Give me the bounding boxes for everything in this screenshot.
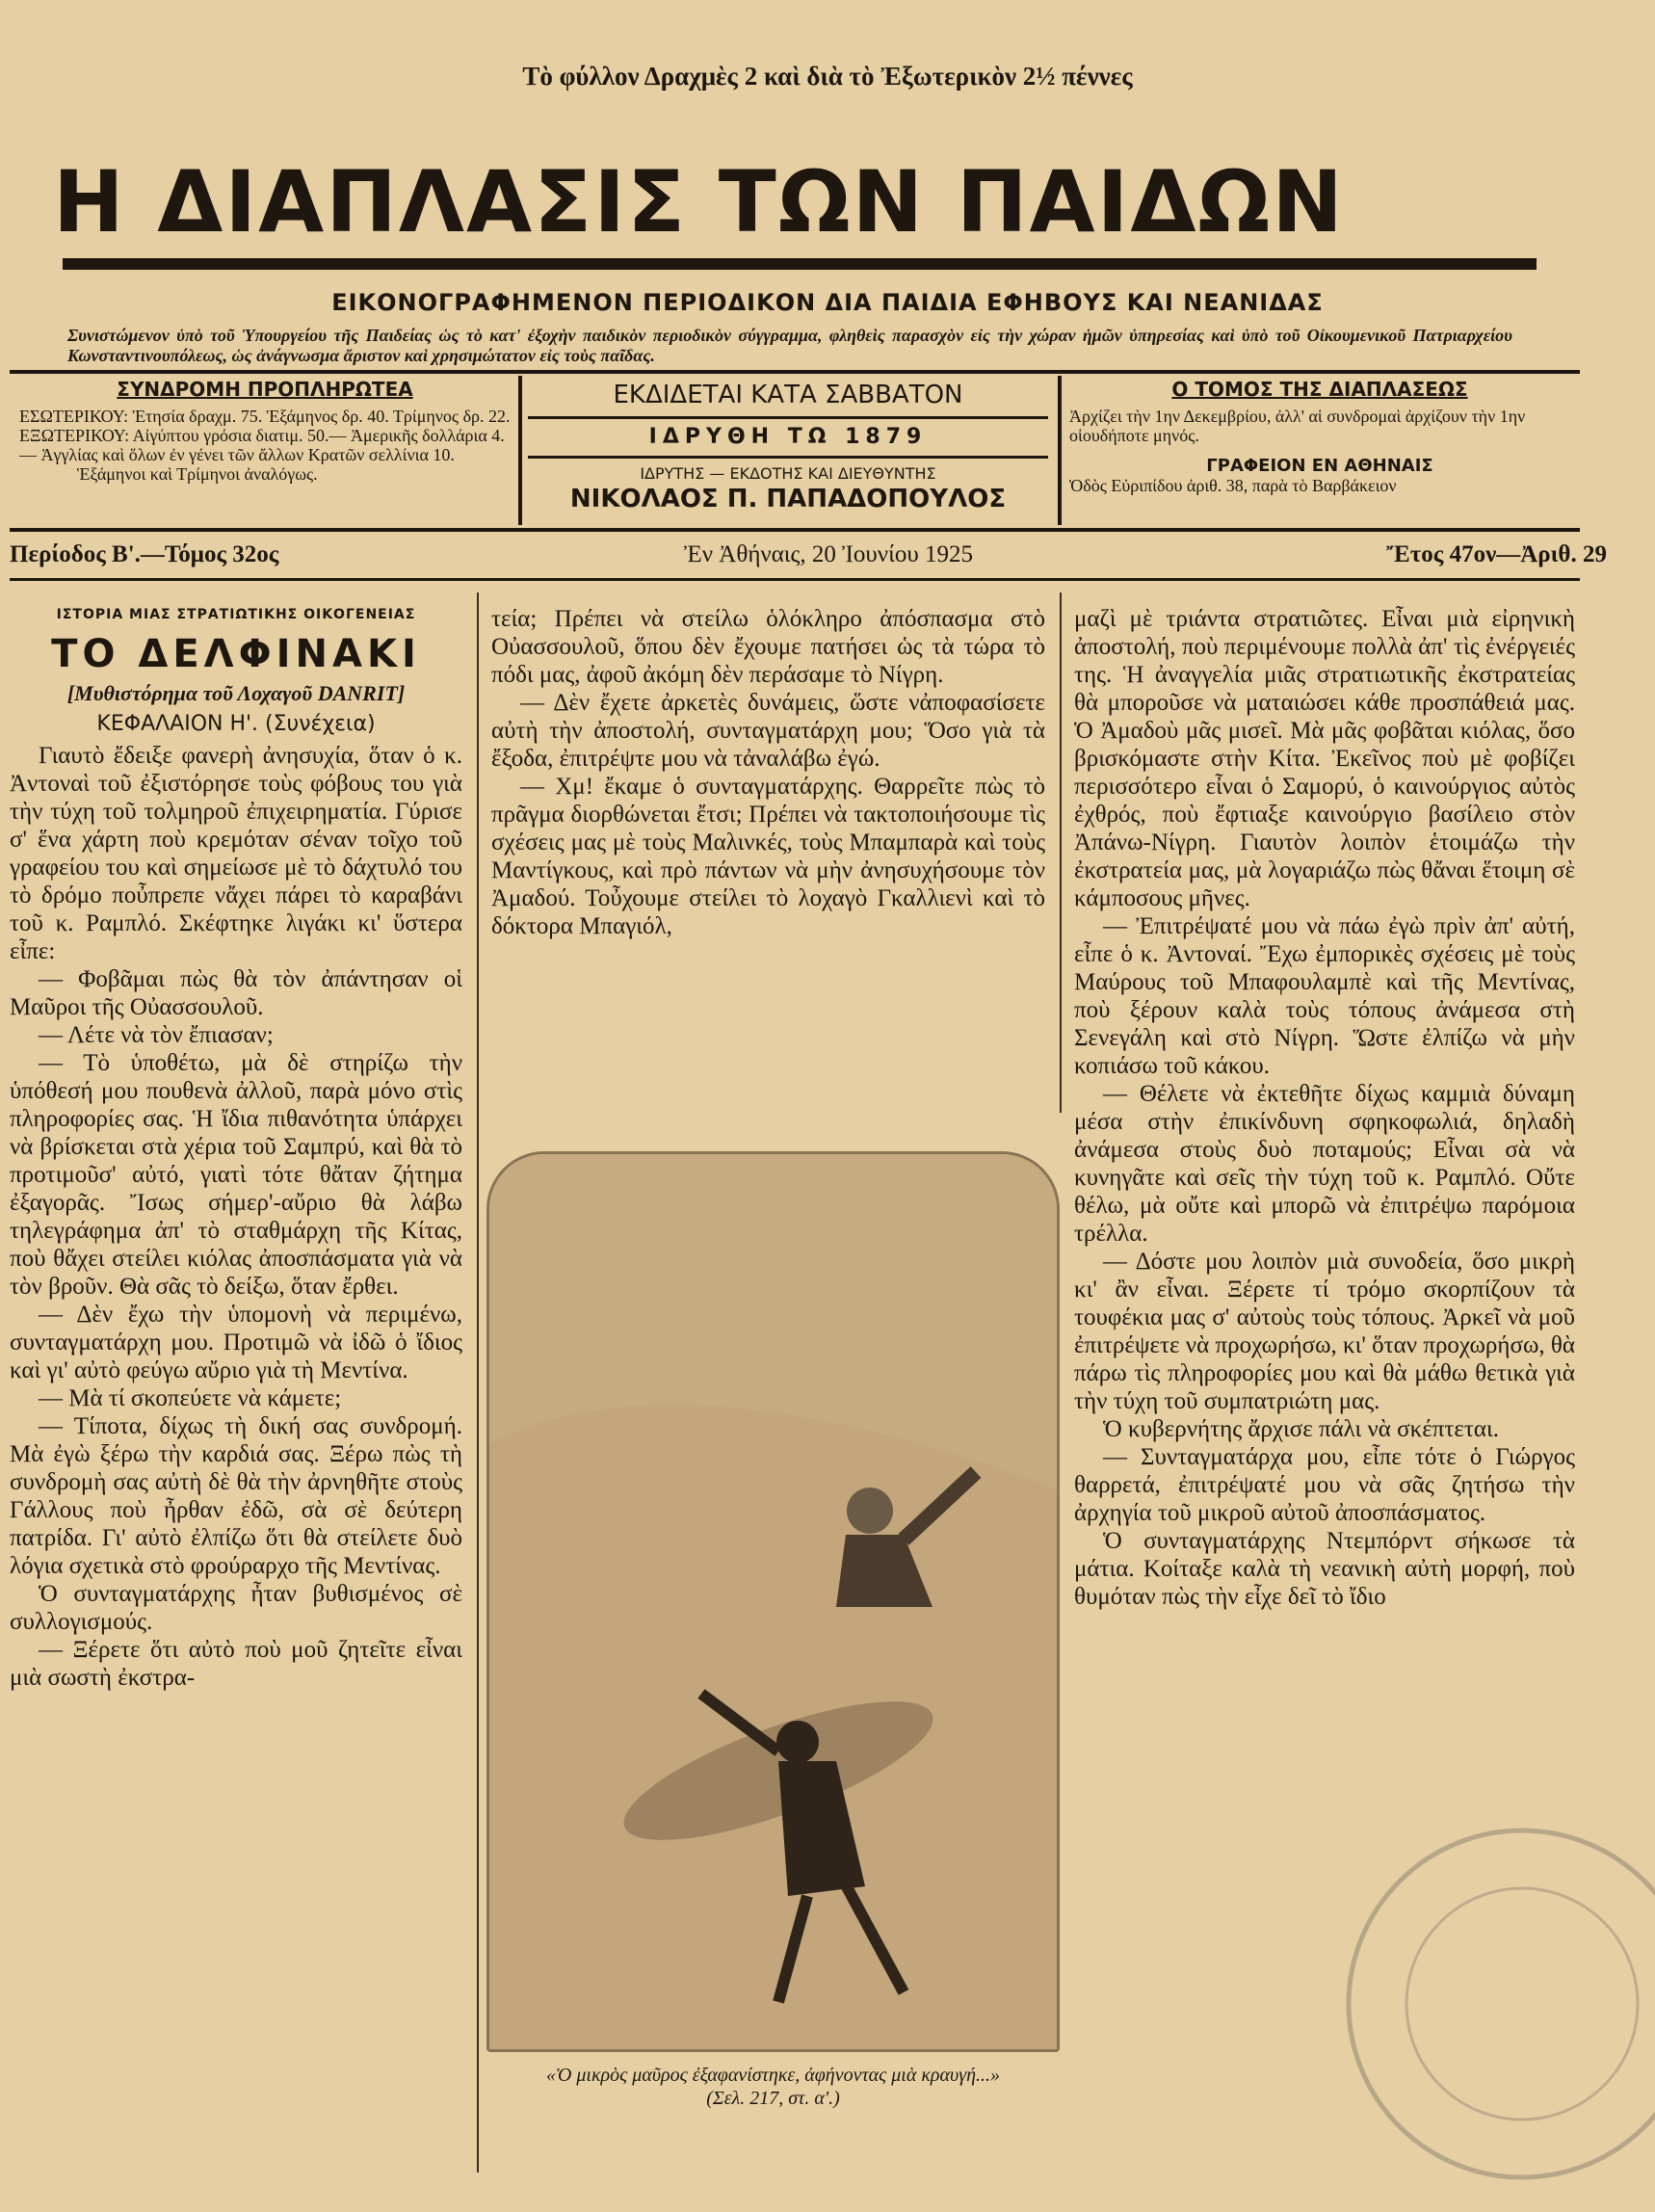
- publisher-box: [528, 378, 1048, 524]
- masthead-underline: [63, 258, 1537, 270]
- paragraph: — Δὲν ἔχετε ἀρκετὲς δυνάμεις, ὥστε νἀποφασίσετε αὐτὴ τὴν ἀποστολή, συνταγματάρχη μου; Ὅσο γιὰ τὰ ἔξοδα, ἐπιτρέψτε μου νὰ τἀναλάβω ἐγώ.: [491, 690, 1045, 772]
- paragraph: — Δόστε μου λοιπὸν μιὰ συνοδεία, ὅσο μικρὴ κι' ἂν εἶναι. Ξέρετε τί τρόμο σκορπίζουν τὰ τουφέκια μας σ' αὐτοὺς τοὺς τόπους. Ἀρκεῖ νὰ μοῦ ἐπιτρέψετε νὰ προχωρήσω, κι' ὅταν προχωρήσω, θὰ πάρω τὶς πληροφορίες μου καὶ θὰ μάθω θετικὰ γιὰ τὴν τύχη τοῦ συμπατριώτη μας.: [1074, 1249, 1575, 1414]
- paragraph: — Ἐπιτρέψατέ μου νὰ πάω ἐγὼ πρὶν ἀπ' αὐτή, εἶπε ὁ κ. Ἀντοναί. Ἔχω ἐμπορικὲς σχέσεις μὲ τοὺς Μαύρους τοῦ Μπαφουλαμπὲ καὶ τῆς Μεντίνας, ποὺ ξέρουν καλὰ τοὺς τόπους ἀνάμεσα στὴ Σενεγάλη καὶ στὸ Νίγρη. Ὥστε ἐλπίζω νὰ μὴν κοπιάσω τοῦ κάκου.: [1074, 913, 1575, 1079]
- paragraph: — Χμ! ἔκαμε ὁ συνταγματάρχης. Θαρρεῖτε πὼς τὸ πρᾶγμα διορθώνεται ἔτσι; Πρέπει νὰ τακτοποιήσουμε τὶς σχέσεις μας μὲ τοὺς Μαλινκές, τοὺς Μπαμπαρὰ καὶ τοὺς Μαντίγκους, καὶ πρὸ πάντων νὰ μὴν ἀνησυχήσουμε τὸν Ἀμαδού. Τοὖχουμε στείλει τὸ λοχαγὸ Γκαλλιενὶ καὶ τὸ δόκτορα Μπαγιόλ,: [491, 774, 1045, 939]
- library-stamp-icon: [1329, 1811, 1655, 2197]
- masthead-title: Η ΔΙΑΠΛΑΣΙΣ ΤΩΝ ΠΑΙΔΩΝ: [53, 152, 1345, 251]
- issue-period: Περίοδος Β'.—Τόμος 32ος: [10, 541, 279, 567]
- illustration-figure: [489, 1154, 1060, 2052]
- masthead: [53, 145, 1556, 279]
- divider: [518, 376, 522, 525]
- divider: [10, 370, 1580, 374]
- issue-number: Ἔτος 47ον—Ἀριθ. 29: [1386, 541, 1607, 567]
- chapter-heading: ΚΕΦΑΛΑΙΟΝ Η'. (Συνέχεια): [96, 712, 376, 736]
- publication-schedule: ΕΚΔΙΔΕΤΑΙ ΚΑΤΑ ΣΑΒΒΑΤΟΝ: [528, 378, 1048, 419]
- column-rule: [477, 592, 479, 2172]
- publisher-role: ΙΔΡΥΤΗΣ — ΕΚΔΟΤΗΣ ΚΑΙ ΔΙΕΥΘΥΝΤΗΣ: [640, 464, 936, 483]
- paragraph: — Λέτε νὰ τὸν ἔπιασαν;: [39, 1022, 274, 1048]
- paragraph: — Μὰ τί σκοπεύετε νὰ κάμετε;: [39, 1385, 342, 1411]
- paragraph: Ὁ κυβερνήτης ἄρχισε πάλι νὰ σκέπτεται.: [1103, 1416, 1499, 1442]
- divider: [1058, 376, 1062, 525]
- issue-date: Ἐν Ἀθήναις, 20 Ἰουνίου 1925: [684, 541, 973, 567]
- article-subtitle: [Μυθιστόρημα τοῦ Λοχαγοῦ DANRIT]: [66, 681, 406, 705]
- paragraph: Ὁ συνταγματάρχης Ντεμπόρντ σήκωσε τὰ μάτια. Κοίταξε καλὰ τὴ νεανικὴ αὐτὴ μορφή, ποὺ θυμόταν πὼς τὴν εἶχε δεῖ τὸ ἴδιο: [1074, 1528, 1575, 1610]
- paragraph: — Φοβᾶμαι πὼς θὰ τὸν ἀπάντησαν οἱ Μαῦροι τῆς Οὐασσουλοῦ.: [10, 966, 462, 1020]
- paragraph: — Θέλετε νὰ ἐκτεθῆτε δίχως καμμιὰ δύναμη μέσα στὴν ἐπικίνδυνη σφηκοφωλιά, δηλαδὴ ἀνάμεσα στοὺς δυὸ ποταμούς; Εἶναι σὰ νὰ κυνηγᾶτε καὶ σεῖς τὴν τύχη τοῦ κ. Ραμπλό. Οὔτε θέλω, μὰ οὔτε καὶ μπορῶ νὰ ἐπιτρέψω παρόμοια τρέλλα.: [1074, 1081, 1575, 1247]
- subscription-title: ΣΥΝΔΡΟΜΗ ΠΡΟΠΛΗΡΩΤΕΑ: [117, 378, 413, 401]
- office-address: Ὁδὸς Εὐριπίδου ἀριθ. 38, παρὰ τὸ Βαρβάκειον: [1069, 476, 1397, 495]
- subscription-line: ΕΣΩΤΕΡΙΚΟΥ: Ἐτησία δραχμ. 75. Ἑξάμηνος δρ. 40. Τρίμηνος δρ. 22.: [19, 407, 511, 426]
- paragraph: — Ξέρετε ὅτι αὐτὸ ποὺ μοῦ ζητεῖτε εἶναι μιὰ σωστὴ ἐκστρα-: [10, 1637, 462, 1691]
- article-column-1: [10, 605, 462, 1692]
- publisher-name: ΝΙΚΟΛΑΟΣ Π. ΠΑΠΑΔΟΠΟΥΛΟΣ: [569, 485, 1007, 514]
- subscription-box: [19, 378, 511, 524]
- divider: [10, 528, 1580, 532]
- price-line: Τὸ φύλλον Δραχμὲς 2 καὶ διὰ τὸ Ἐξωτερικὸν 2½ πέννες: [522, 62, 1133, 91]
- paragraph: — Συνταγματάρχα μου, εἶπε τότε ὁ Γιώργος θαρρετά, ἐπιτρέψατέ μου νὰ σᾶς ζητήσω τὴν ἀρχηγία τοῦ μικροῦ αὐτοῦ ἀποσπάσματος.: [1074, 1444, 1575, 1526]
- caption-quote: «Ὁ μικρὸς μαῦρος ἐξαφανίστηκε, ἀφήνοντας μιὰ κραυγή...»: [545, 2065, 1001, 2086]
- paragraph: — Τὸ ὑποθέτω, μὰ δὲ στηρίζω τὴν ὑπόθεσή μου πουθενὰ ἀλλοῦ, παρὰ μόνο στὶς πληροφορίες σας. Ἡ ἴδια πιθανότητα ὑπάρχει νὰ βρίσκεται στὰ χέρια τοῦ Σαμπρύ, καὶ θὰ τὸ προτιμοῦσ' αὐτό, γιατὶ τότε θἄταν ζήτημα ἐξαγορᾶς. Ἴσως σήμερ'-αὔριο θὰ λάβω τηλεγράφημα ἀπ' τὸ σταθμάρχη τῆς Κίτας, ποὺ θἄχει στείλει κιόλας ἀποσπάσματα γιὰ νὰ τὸν βροῦν. Θὰ σᾶς τὸ δείξω, ὅταν ἔρθει.: [10, 1050, 462, 1300]
- caption-reference: (Σελ. 217, στ. α'.): [706, 2088, 840, 2109]
- article-column-2: [491, 605, 1045, 940]
- column-rule: [1060, 592, 1062, 1113]
- illustration-caption: [486, 2064, 1060, 2110]
- article-kicker: ΙΣΤΟΡΙΑ ΜΙΑΣ ΣΤΡΑΤΙΩΤΙΚΗΣ ΟΙΚΟΓΕΝΕΙΑΣ: [56, 607, 416, 622]
- divider: [10, 578, 1580, 581]
- masthead-subtitle: ΕΙΚΟΝΟΓΡΑΦΗΜΕΝΟΝ ΠΕΡΙΟΔΙΚΟΝ ΔΙΑ ΠΑΙΔΙΑ ΕΦΗΒΟΥΣ ΚΑΙ ΝΕΑΝΙΔΑΣ: [331, 289, 1324, 316]
- article-title: ΤΟ ΔΕΛΦΙΝΑΚΙ: [51, 632, 421, 676]
- subscription-line: Ἑξάμηνοι καὶ Τρίμηνοι ἀναλόγως.: [77, 464, 318, 484]
- paragraph: μαζὶ μὲ τριάντα στρατιῶτες. Εἶναι μιὰ εἰρηνικὴ ἀποστολή, ποὺ περιμένουμε πολλὰ ἀπ' τὶς ἐνέργειές της. Ἡ ἀναγγελία μιᾶς στρατιωτικῆς ἐκστρατείας θὰ μποροῦσε νὰ ματαιώσει κάθε προσπάθειά μας. Ὁ Ἀμαδοὺ μᾶς μισεῖ. Μὰ μᾶς φοβᾶται κιόλας, ὅσο βρισκόμαστε στὴν Κίτα. Ἐκεῖνος ποὺ μὲ φοβίζει περισσότερο εἶναι ὁ Σαμορύ, ὁ καινούργιος αὐτὸς ἐχθρός, ποὺ ἔφτιαξε καινούργιο βασίλειο στὸν Ἀπάνω-Νίγρη. Γιαυτὸν λοιπὸν ἑτοιμάζω τὴν ἐκστρατεία μας, μὰ λογαριάζω πὼς θἄναι ἕτοιμη σὲ κάμποσους μῆνες.: [1074, 606, 1575, 911]
- article-column-3: [1074, 605, 1575, 1611]
- volume-text: Ἀρχίζει τὴν 1ην Δεκεμβρίου, ἀλλ' αἱ συνδρομαὶ ἀρχίζουν τὴν 1ην οἱουδήποτε μηνός.: [1069, 407, 1526, 445]
- paragraph: τεία; Πρέπει νὰ στείλω ὁλόκληρο ἀπόσπασμα στὸ Οὐασσουλοῦ, ὅπου δὲν ἔχουμε πατήσει ὡς τὰ τώρα τὸ πόδι μας, ἀφοῦ ἀκόμη δὲν περάσαμε τὸ Νίγρη.: [491, 606, 1045, 688]
- office-title: ΓΡΑΦΕΙΟΝ ΕΝ ΑΘΗΝΑΙΣ: [1206, 456, 1433, 476]
- paragraph: — Δὲν ἔχω τὴν ὑπομονὴ νὰ περιμένω, συνταγματάρχη μου. Προτιμῶ νὰ ἰδῶ ὁ ἴδιος καὶ γι' αὐτὸ φεύγω αὔριο γιὰ τὴ Μεντίνα.: [10, 1302, 462, 1383]
- founded-year: ΙΔΡΥΘΗ ΤΩ 1879: [528, 419, 1048, 459]
- subscription-line: ΕΞΩΤΕΡΙΚΟΥ: Αἰγύπτου γρόσια διατιμ. 50.— Ἀμερικῆς δολλάρια 4. — Ἀγγλίας καὶ ὅλων ἐν γένει τῶν ἄλλων Κρατῶν σελλίνια 10.: [19, 426, 505, 464]
- volume-title: Ο ΤΟΜΟΣ ΤΗΣ ΔΙΑΠΛΑΣΕΩΣ: [1171, 378, 1468, 401]
- paragraph: — Τίποτα, δίχως τὴ δική σας συνδρομή. Μὰ ἐγὼ ξέρω τὴν καρδιά σας. Ξέρω πὼς τὴ συνδρομὴ σας αὐτὴ δὲ θὰ τὴν ἀρνηθῆτε στοὺς Γάλλους ποὺ ἦρθαν ἐδῶ, σὰ σὲ δεύτερη πατρίδα. Γι' αὐτὸ ἐλπίζω ὅτι θὰ στείλετε δυὸ λόγια σχετικὰ στὸ φρούραρχο τῆς Μεντίνας.: [10, 1413, 462, 1579]
- recommendation-text: Συνιστώμενον ὑπὸ τοῦ Ὑπουργείου τῆς Παιδείας ὡς τὸ κατ' ἐξοχὴν παιδικὸν περιοδικὸν σύγγραμμα, φληθεὶς παρασχὸν εἰς τὴν χώραν ἡμῶν ὑπηρεσίας καὶ ὑπὸ τοῦ Οἰκουμενικοῦ Πατριαρχείου Κωνσταντινουπόλεως, ὡς ἀνάγνωσμα ἄριστον καὶ χρησιμώτατον εἰς τοὺς παῖδας.: [67, 326, 1512, 365]
- volume-box: [1069, 378, 1570, 524]
- paragraph: Γιαυτὸ ἔδειξε φανερὴ ἀνησυχία, ὅταν ὁ κ. Ἀντοναὶ τοῦ ἐξιστόρησε τοὺς φόβους του γιὰ τὴν τύχη τοῦ τολμηροῦ ἐπιχειρηματία. Γύρισε σ' ἕνα χάρτη ποὺ κρεμόταν σέναν τοῖχο τοῦ γραφείου του καὶ σημείωσε μὲ τὸ δάχτυλό του τὸ δρόμο ποὖπρεπε νἄχει πάρει τὸ καραβάνι τοῦ κ. Ραμπλό. Σκέφτηκε λιγάκι κι' ὕστερα εἶπε:: [10, 743, 462, 964]
- paragraph: Ὁ συνταγματάρχης ἦταν βυθισμένος σὲ συλλογισμούς.: [10, 1581, 462, 1635]
- illustration: [486, 1151, 1060, 2052]
